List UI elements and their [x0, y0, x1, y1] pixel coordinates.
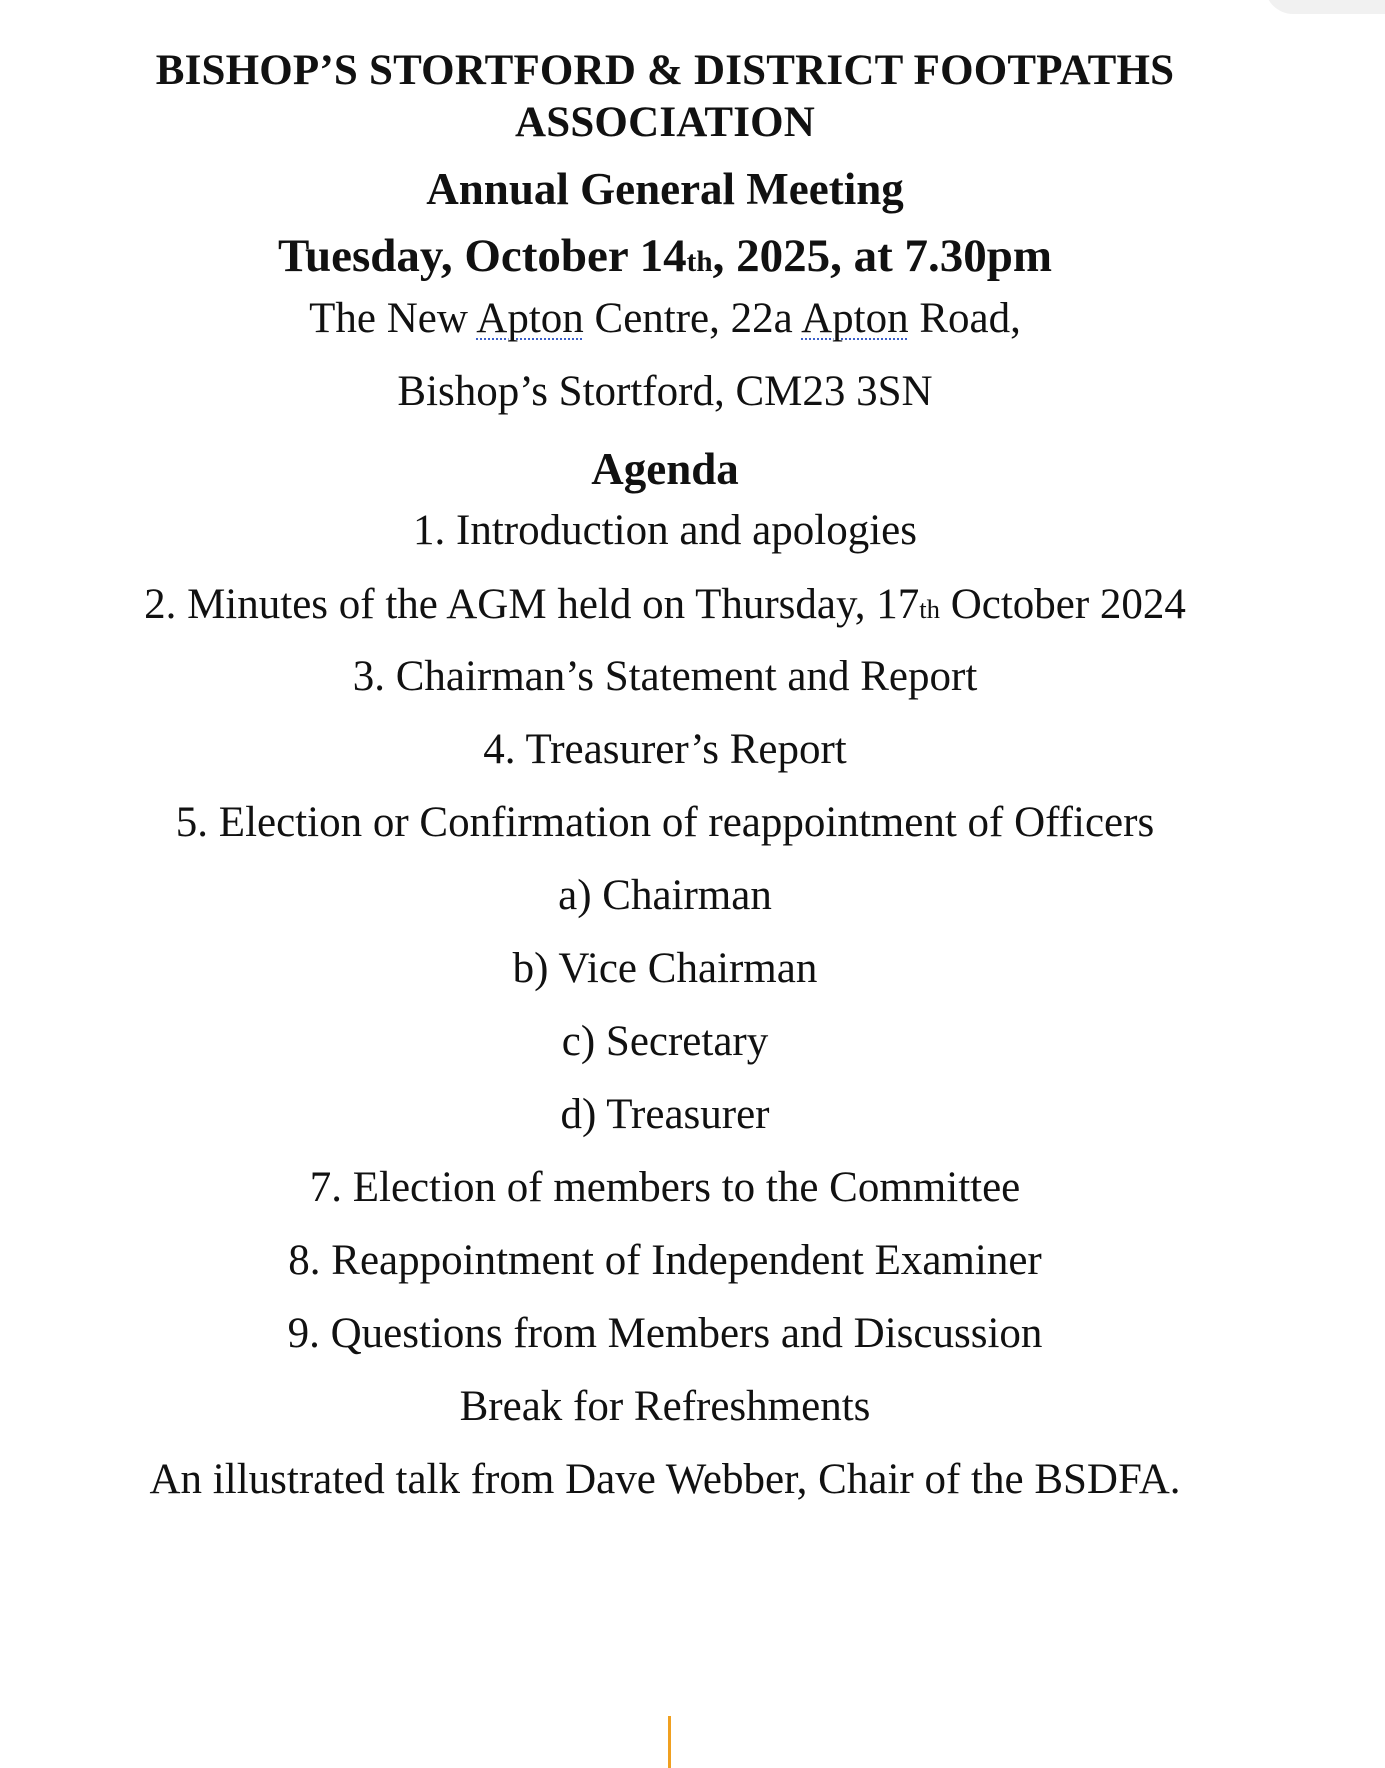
spellcheck-word-apton-1[interactable]: Apton — [476, 295, 584, 342]
venue-text-a: The New — [309, 295, 477, 342]
agenda-item-3: 3. Chairman’s Statement and Report — [352, 653, 978, 700]
agenda-item-2-ordinal: th — [919, 594, 940, 624]
venue-line-2: Bishop’s Stortford, CM23 3SN — [397, 368, 933, 415]
agenda-item-7: 7. Election of members to the Committee — [309, 1164, 1021, 1211]
agenda-break: Break for Refreshments — [459, 1383, 871, 1430]
agenda-item-4: 4. Treasurer’s Report — [483, 726, 847, 773]
meeting-date-ordinal: th — [686, 246, 713, 278]
org-title-line-2: ASSOCIATION — [514, 99, 816, 146]
meeting-title: Annual General Meeting — [426, 164, 904, 214]
agenda-item-8: 8. Reappointment of Independent Examiner — [288, 1237, 1042, 1284]
meeting-date-suffix: , 2025, at 7.30pm — [712, 230, 1053, 282]
agenda-item-5b: b) Vice Chairman — [512, 945, 818, 992]
agenda-item-9: 9. Questions from Members and Discussion — [287, 1310, 1043, 1357]
org-title-line-1: BISHOP’S STORTFORD & DISTRICT FOOTPATHS — [155, 47, 1175, 94]
meeting-date — [0, 229, 1330, 283]
agenda-item-1: 1. Introduction and apologies — [413, 507, 917, 554]
agenda-talk: An illustrated talk from Dave Webber, Chair of the BSDFA. — [149, 1456, 1181, 1503]
agenda-item-5a: a) Chairman — [558, 872, 772, 919]
text-cursor — [668, 1716, 671, 1768]
top-right-corner-tab — [1265, 0, 1385, 14]
venue-text-c: Centre, 22a — [583, 295, 802, 342]
meeting-date-prefix: Tuesday, October 14 — [277, 230, 687, 282]
agenda-item-2-prefix: 2. Minutes of the AGM held on Thursday, 17 — [144, 581, 920, 628]
agenda-item-2 — [0, 580, 1330, 629]
agenda-item-5d: d) Treasurer — [560, 1091, 770, 1138]
venue-line-1 — [0, 294, 1330, 343]
agenda-heading: Agenda — [591, 444, 739, 494]
spellcheck-word-apton-2[interactable]: Apton — [801, 295, 909, 342]
agenda-item-5: 5. Election or Confirmation of reappointment of Officers — [175, 799, 1155, 846]
agenda-item-2-suffix: October 2024 — [939, 581, 1186, 628]
venue-text-e: Road, — [908, 295, 1021, 342]
agenda-item-5c: c) Secretary — [561, 1018, 769, 1065]
